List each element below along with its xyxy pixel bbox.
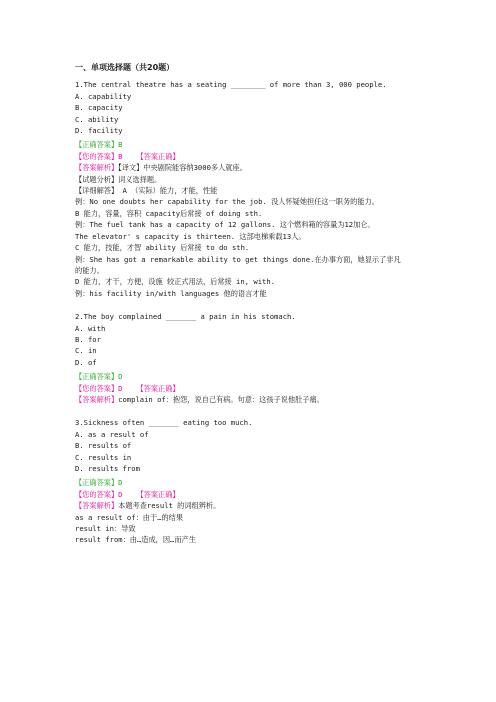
analysis-label: 【答案解析】 [75, 501, 119, 511]
analysis-line: complain of：抱怨，说自己有病。句意：这孩子说他肚子痛。 [118, 394, 324, 404]
option-d: D. results from [75, 464, 140, 473]
analysis-line: B 能力，容量，容积 capacity后常接 of doing sth. [75, 208, 263, 218]
question-1 [75, 79, 435, 299]
analysis-line: 【试题分析】词义选择题。 [75, 174, 162, 184]
your-answer: 【您的答案】D [75, 383, 123, 393]
analysis-label: 【答案解析】 [75, 394, 119, 404]
analysis-line: as a result of：由于…的结果 [75, 512, 184, 522]
exam-page [75, 62, 435, 546]
analysis-line: result from：由…造成，因…而产生 [75, 535, 196, 545]
option-b: B. results of [75, 441, 132, 451]
option-c: C. results in [75, 452, 132, 462]
option-c: C. ability [75, 114, 119, 124]
analysis-line: 例：The fuel tank has a capacity of 12 gallons. 这个燃料箱的容量为12加仑。 [75, 220, 375, 230]
analysis-line: result in：导致 [75, 524, 136, 534]
answer-status: 【答案正确】 [136, 151, 180, 161]
your-answer: 【您的答案】D [75, 489, 123, 499]
correct-answer: 【正确答案】B [75, 140, 123, 150]
option-a: A. as a result of [75, 429, 149, 439]
analysis-line: 本题考查result 的词组辨析。 [118, 501, 221, 511]
analysis-label: 【答案解析】 [75, 163, 119, 173]
analysis-line: D 能力，才干，方便，设施 较正式用法，后常接 in, with. [75, 277, 276, 287]
option-b: B. capacity [75, 103, 123, 113]
option-c: C. in [75, 346, 97, 356]
question-3 [75, 417, 435, 545]
analysis-line: 的能力。 [75, 265, 104, 275]
analysis-line: The elevator' s capacity is thirteen. 这部电梯乘载13人。 [75, 231, 306, 241]
option-b: B. for [75, 334, 101, 344]
answer-status: 【答案正确】 [136, 489, 180, 499]
analysis-line: 例：She has got a remarkable ability to get things done.在办事方面，她显示了非凡 [75, 254, 401, 264]
analysis-line: 例：No one doubts her capability for the job. 没人怀疑她担任这一职务的能力。 [75, 197, 379, 207]
answer-status: 【答案正确】 [136, 383, 180, 393]
option-a: A. with [75, 323, 106, 333]
option-a: A. capability [75, 91, 132, 101]
option-d: D. of [75, 357, 97, 367]
question-stem: 2.The boy complained _______ a pain in his stomach. [75, 312, 296, 322]
your-answer: 【您的答案】B [75, 151, 123, 161]
question-stem: 1.The central theatre has a seating ________ of more than 3, 000 people. [75, 80, 387, 90]
section-title: 一、单项选择题（共20题） [75, 63, 175, 72]
question-stem: 3.Sickness often _______ eating too much. [75, 418, 253, 428]
correct-answer: 【正确答案】D [75, 478, 123, 488]
question-2 [75, 311, 435, 405]
option-d: D. facility [75, 126, 123, 136]
analysis-line: 例：his facility in/with languages 他的语言才能 [75, 288, 267, 298]
analysis-line: 【译文】中央剧院能容纳3000多人就座。 [118, 163, 247, 173]
analysis-line: C 能力，技能，才智 ability 后常接 to do sth. [75, 243, 250, 253]
correct-answer: 【正确答案】D [75, 372, 123, 382]
analysis-line: 【详细解答】 A （实际）能力，才能，性能 [75, 186, 218, 196]
